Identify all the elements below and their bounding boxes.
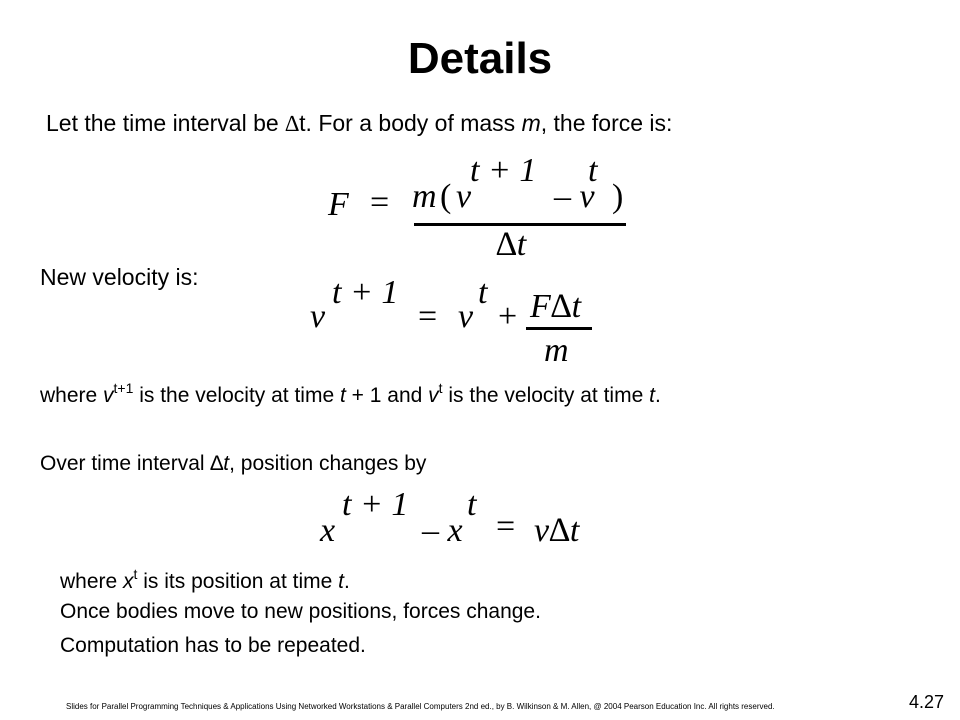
velocity-sup-right: t [478,274,488,311]
vdesc-text-2: is the velocity at time [133,384,340,407]
force-sup-left: t + 1 [470,152,537,189]
velocity-fraction-bar [526,327,592,330]
vdesc-t-1: t [339,384,346,407]
vdesc-text-5: . [654,384,661,407]
position-sup-right: t [467,486,477,523]
xdesc-x: x [123,570,134,593]
force-close-paren: ) [612,178,624,215]
velocity-denominator: m [544,332,569,369]
force-v1: v [456,178,472,215]
pos-intro-delta: ∆ [210,452,224,475]
forces-change-line: Once bodies move to new positions, forces change. [60,600,541,623]
force-sup-right: t [588,152,598,189]
vdesc-text-1: where [40,384,104,407]
velocity-equals: = [418,298,438,335]
vdesc-text-3: + 1 and [345,384,429,407]
xdesc-text-1: where [60,570,124,593]
intro-m: m [521,110,541,136]
slide-title: Details [407,34,553,83]
vdesc-sup-1: t+1 [113,380,134,396]
intro-t: t [299,110,306,136]
force-denominator: ∆t [496,226,527,263]
repeat-line: Computation has to be repeated. [60,634,366,657]
xdesc-sup: t [133,566,138,582]
force-minus-v: – v [554,178,595,215]
position-sup-left: t + 1 [342,486,409,523]
vdesc-t-2: t [649,384,655,407]
xdesc-text-2: is its position at time [137,570,339,593]
pos-intro-text-1: Over time interval [40,452,211,475]
position-minus-x: – x [422,512,463,549]
velocity-plus: + [498,298,518,335]
pos-intro-text-2: , position changes by [229,452,427,475]
position-description [60,566,350,594]
vdesc-v-2: v [428,384,439,407]
position-equals: = [496,508,516,545]
intro-middle: . For a body of mass [305,110,522,136]
force-equals: = [370,184,390,221]
vdesc-text-4: is the velocity at time [442,384,650,407]
vdesc-sup-2: t [438,380,443,396]
velocity-numerator: F∆t [530,288,582,325]
pos-intro-t: t [223,452,230,475]
intro-suffix: , the force is: [540,110,673,136]
velocity-v-right: v [458,298,474,335]
position-x-left: x [320,512,336,549]
intro-line [46,110,672,137]
page-number: 4.27 [908,692,944,712]
force-open-paren: ( [440,178,452,215]
delta-symbol: ∆ [285,111,300,136]
velocity-description [40,380,661,408]
position-rhs: v∆t [534,512,580,549]
velocity-sup-left: t + 1 [332,274,399,311]
force-m: m [412,178,437,215]
force-F: F [328,186,349,223]
new-velocity-label: New velocity is: [40,264,199,290]
copyright-footer: Slides for Parallel Programming Techniques & Applications Using Networked Workstations & Parallel Computers 2nd ed., by B. Wilkinson & M. Allen, @ 2004 Pearson Education Inc. All rights reserved. [66,702,775,711]
intro-prefix: Let the time interval be [46,110,286,136]
velocity-v-left: v [310,298,326,335]
position-intro [40,452,426,476]
xdesc-text-3: . [344,570,350,593]
vdesc-v: v [103,384,114,407]
xdesc-t: t [338,570,345,593]
